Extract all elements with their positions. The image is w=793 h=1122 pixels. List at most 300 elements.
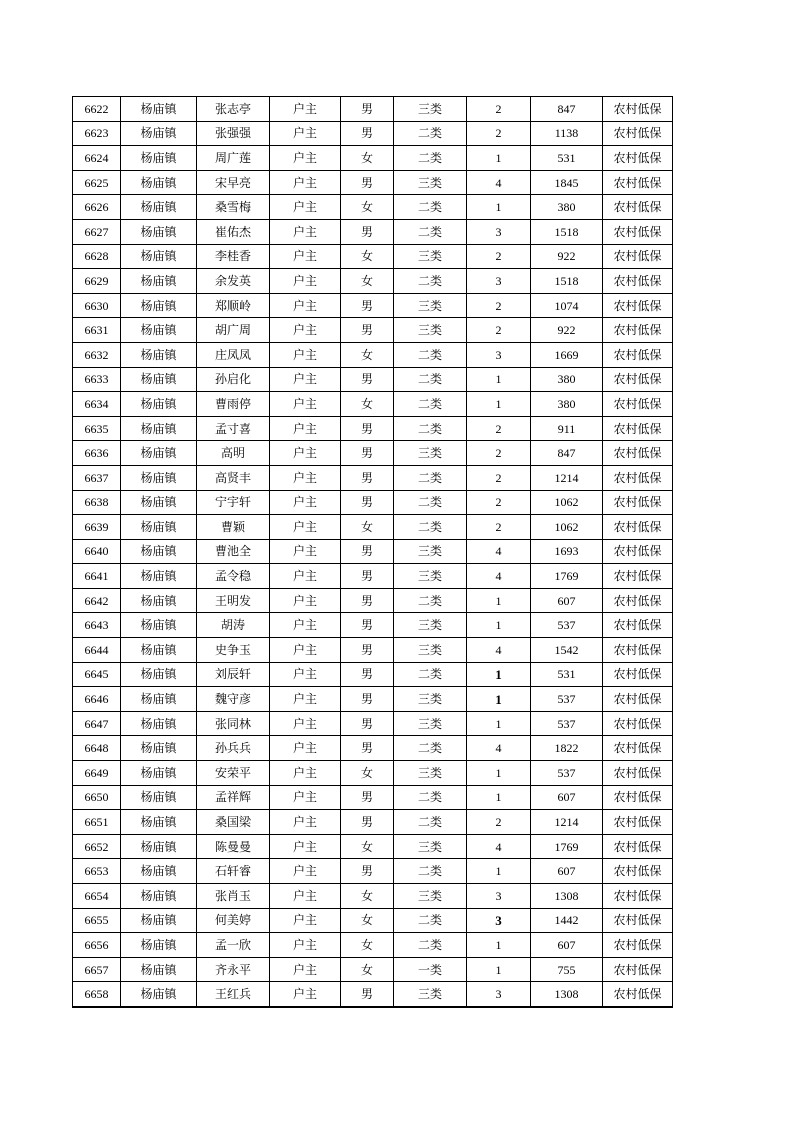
table-row bbox=[73, 982, 673, 1007]
aid-type-cell: 农村低保 bbox=[603, 908, 673, 933]
name-cell: 李桂香 bbox=[197, 244, 270, 269]
serial-no-cell: 6632 bbox=[73, 342, 121, 367]
gender-cell: 男 bbox=[341, 859, 394, 884]
name-cell: 曹雨停 bbox=[197, 392, 270, 417]
town-cell: 杨庙镇 bbox=[121, 416, 197, 441]
serial-no-cell: 6647 bbox=[73, 711, 121, 736]
name-cell: 张志亭 bbox=[197, 97, 270, 122]
aid-type-cell: 农村低保 bbox=[603, 367, 673, 392]
serial-no-cell: 6639 bbox=[73, 515, 121, 540]
table-row bbox=[73, 711, 673, 736]
town-cell: 杨庙镇 bbox=[121, 785, 197, 810]
table-row bbox=[73, 121, 673, 146]
relation-cell: 户主 bbox=[270, 810, 341, 835]
aid-type-cell: 农村低保 bbox=[603, 269, 673, 294]
category-cell: 二类 bbox=[394, 121, 467, 146]
table-body bbox=[73, 97, 673, 1007]
gender-cell: 男 bbox=[341, 539, 394, 564]
household-size-cell: 2 bbox=[467, 465, 531, 490]
serial-no-cell: 6622 bbox=[73, 97, 121, 122]
serial-no-cell: 6651 bbox=[73, 810, 121, 835]
name-cell: 何美婷 bbox=[197, 908, 270, 933]
amount-cell: 1518 bbox=[531, 269, 603, 294]
amount-cell: 1769 bbox=[531, 564, 603, 589]
town-cell: 杨庙镇 bbox=[121, 293, 197, 318]
category-cell: 二类 bbox=[394, 515, 467, 540]
category-cell: 二类 bbox=[394, 588, 467, 613]
table-row bbox=[73, 736, 673, 761]
serial-no-cell: 6628 bbox=[73, 244, 121, 269]
aid-type-cell: 农村低保 bbox=[603, 121, 673, 146]
aid-type-cell: 农村低保 bbox=[603, 539, 673, 564]
household-size-cell: 4 bbox=[467, 539, 531, 564]
table-row bbox=[73, 539, 673, 564]
relation-cell: 户主 bbox=[270, 859, 341, 884]
household-size-cell: 2 bbox=[467, 490, 531, 515]
aid-type-cell: 农村低保 bbox=[603, 195, 673, 220]
household-size-cell: 2 bbox=[467, 416, 531, 441]
category-cell: 二类 bbox=[394, 146, 467, 171]
table-row bbox=[73, 170, 673, 195]
table-row bbox=[73, 318, 673, 343]
serial-no-cell: 6630 bbox=[73, 293, 121, 318]
serial-no-cell: 6634 bbox=[73, 392, 121, 417]
serial-no-cell: 6633 bbox=[73, 367, 121, 392]
name-cell: 张同林 bbox=[197, 711, 270, 736]
name-cell: 石轩睿 bbox=[197, 859, 270, 884]
household-size-cell: 1 bbox=[467, 662, 531, 687]
table-row bbox=[73, 146, 673, 171]
category-cell: 二类 bbox=[394, 859, 467, 884]
serial-no-cell: 6650 bbox=[73, 785, 121, 810]
gender-cell: 男 bbox=[341, 588, 394, 613]
household-size-cell: 1 bbox=[467, 367, 531, 392]
gender-cell: 女 bbox=[341, 515, 394, 540]
town-cell: 杨庙镇 bbox=[121, 662, 197, 687]
table-row bbox=[73, 908, 673, 933]
amount-cell: 1518 bbox=[531, 219, 603, 244]
serial-no-cell: 6653 bbox=[73, 859, 121, 884]
town-cell: 杨庙镇 bbox=[121, 982, 197, 1007]
table-row bbox=[73, 392, 673, 417]
household-size-cell: 1 bbox=[467, 859, 531, 884]
household-size-cell: 1 bbox=[467, 195, 531, 220]
household-size-cell: 1 bbox=[467, 711, 531, 736]
serial-no-cell: 6649 bbox=[73, 761, 121, 786]
table-row bbox=[73, 662, 673, 687]
amount-cell: 755 bbox=[531, 957, 603, 982]
aid-type-cell: 农村低保 bbox=[603, 638, 673, 663]
name-cell: 孙兵兵 bbox=[197, 736, 270, 761]
town-cell: 杨庙镇 bbox=[121, 539, 197, 564]
amount-cell: 847 bbox=[531, 441, 603, 466]
table-row bbox=[73, 97, 673, 122]
category-cell: 三类 bbox=[394, 244, 467, 269]
amount-cell: 1845 bbox=[531, 170, 603, 195]
category-cell: 二类 bbox=[394, 392, 467, 417]
aid-type-cell: 农村低保 bbox=[603, 785, 673, 810]
serial-no-cell: 6624 bbox=[73, 146, 121, 171]
aid-type-cell: 农村低保 bbox=[603, 416, 673, 441]
category-cell: 二类 bbox=[394, 810, 467, 835]
relation-cell: 户主 bbox=[270, 933, 341, 958]
table-row bbox=[73, 293, 673, 318]
relation-cell: 户主 bbox=[270, 318, 341, 343]
serial-no-cell: 6658 bbox=[73, 982, 121, 1007]
amount-cell: 537 bbox=[531, 613, 603, 638]
table-row bbox=[73, 933, 673, 958]
name-cell: 周广莲 bbox=[197, 146, 270, 171]
amount-cell: 922 bbox=[531, 318, 603, 343]
relation-cell: 户主 bbox=[270, 97, 341, 122]
amount-cell: 911 bbox=[531, 416, 603, 441]
name-cell: 崔佑杰 bbox=[197, 219, 270, 244]
serial-no-cell: 6637 bbox=[73, 465, 121, 490]
amount-cell: 380 bbox=[531, 392, 603, 417]
aid-type-cell: 农村低保 bbox=[603, 146, 673, 171]
gender-cell: 女 bbox=[341, 342, 394, 367]
name-cell: 王红兵 bbox=[197, 982, 270, 1007]
name-cell: 安荣平 bbox=[197, 761, 270, 786]
relation-cell: 户主 bbox=[270, 121, 341, 146]
relation-cell: 户主 bbox=[270, 539, 341, 564]
amount-cell: 1308 bbox=[531, 884, 603, 909]
aid-type-cell: 农村低保 bbox=[603, 465, 673, 490]
gender-cell: 男 bbox=[341, 638, 394, 663]
gender-cell: 女 bbox=[341, 269, 394, 294]
amount-cell: 1062 bbox=[531, 515, 603, 540]
serial-no-cell: 6629 bbox=[73, 269, 121, 294]
category-cell: 二类 bbox=[394, 662, 467, 687]
gender-cell: 男 bbox=[341, 121, 394, 146]
town-cell: 杨庙镇 bbox=[121, 392, 197, 417]
town-cell: 杨庙镇 bbox=[121, 908, 197, 933]
name-cell: 魏守彦 bbox=[197, 687, 270, 712]
serial-no-cell: 6644 bbox=[73, 638, 121, 663]
name-cell: 陈曼曼 bbox=[197, 834, 270, 859]
table-row bbox=[73, 441, 673, 466]
name-cell: 宁宇轩 bbox=[197, 490, 270, 515]
amount-cell: 922 bbox=[531, 244, 603, 269]
gender-cell: 男 bbox=[341, 170, 394, 195]
name-cell: 桑国梁 bbox=[197, 810, 270, 835]
serial-no-cell: 6631 bbox=[73, 318, 121, 343]
household-size-cell: 1 bbox=[467, 392, 531, 417]
gender-cell: 男 bbox=[341, 736, 394, 761]
category-cell: 二类 bbox=[394, 367, 467, 392]
aid-type-cell: 农村低保 bbox=[603, 219, 673, 244]
serial-no-cell: 6642 bbox=[73, 588, 121, 613]
household-size-cell: 3 bbox=[467, 884, 531, 909]
relation-cell: 户主 bbox=[270, 146, 341, 171]
household-size-cell: 3 bbox=[467, 342, 531, 367]
serial-no-cell: 6635 bbox=[73, 416, 121, 441]
town-cell: 杨庙镇 bbox=[121, 219, 197, 244]
amount-cell: 531 bbox=[531, 662, 603, 687]
relation-cell: 户主 bbox=[270, 367, 341, 392]
gender-cell: 女 bbox=[341, 834, 394, 859]
amount-cell: 1542 bbox=[531, 638, 603, 663]
gender-cell: 男 bbox=[341, 490, 394, 515]
household-size-cell: 3 bbox=[467, 269, 531, 294]
amount-cell: 1138 bbox=[531, 121, 603, 146]
table-row bbox=[73, 687, 673, 712]
serial-no-cell: 6652 bbox=[73, 834, 121, 859]
relation-cell: 户主 bbox=[270, 957, 341, 982]
name-cell: 孟令稳 bbox=[197, 564, 270, 589]
serial-no-cell: 6625 bbox=[73, 170, 121, 195]
serial-no-cell: 6657 bbox=[73, 957, 121, 982]
relation-cell: 户主 bbox=[270, 982, 341, 1007]
name-cell: 齐永平 bbox=[197, 957, 270, 982]
aid-type-cell: 农村低保 bbox=[603, 342, 673, 367]
name-cell: 孟寸喜 bbox=[197, 416, 270, 441]
table-row bbox=[73, 219, 673, 244]
aid-type-cell: 农村低保 bbox=[603, 318, 673, 343]
gender-cell: 男 bbox=[341, 564, 394, 589]
household-size-cell: 1 bbox=[467, 957, 531, 982]
relation-cell: 户主 bbox=[270, 490, 341, 515]
gender-cell: 男 bbox=[341, 97, 394, 122]
gender-cell: 男 bbox=[341, 687, 394, 712]
household-size-cell: 2 bbox=[467, 318, 531, 343]
name-cell: 张强强 bbox=[197, 121, 270, 146]
relation-cell: 户主 bbox=[270, 465, 341, 490]
aid-type-cell: 农村低保 bbox=[603, 441, 673, 466]
gender-cell: 女 bbox=[341, 392, 394, 417]
gender-cell: 男 bbox=[341, 318, 394, 343]
table-row bbox=[73, 810, 673, 835]
town-cell: 杨庙镇 bbox=[121, 933, 197, 958]
name-cell: 曹颖 bbox=[197, 515, 270, 540]
household-size-cell: 1 bbox=[467, 146, 531, 171]
town-cell: 杨庙镇 bbox=[121, 121, 197, 146]
relation-cell: 户主 bbox=[270, 613, 341, 638]
amount-cell: 1769 bbox=[531, 834, 603, 859]
relation-cell: 户主 bbox=[270, 244, 341, 269]
gender-cell: 女 bbox=[341, 933, 394, 958]
table-row bbox=[73, 342, 673, 367]
name-cell: 孟祥辉 bbox=[197, 785, 270, 810]
table-row bbox=[73, 588, 673, 613]
category-cell: 三类 bbox=[394, 761, 467, 786]
table-row bbox=[73, 613, 673, 638]
aid-type-cell: 农村低保 bbox=[603, 834, 673, 859]
relation-cell: 户主 bbox=[270, 392, 341, 417]
category-cell: 三类 bbox=[394, 613, 467, 638]
serial-no-cell: 6623 bbox=[73, 121, 121, 146]
category-cell: 三类 bbox=[394, 564, 467, 589]
gender-cell: 女 bbox=[341, 244, 394, 269]
aid-type-cell: 农村低保 bbox=[603, 687, 673, 712]
table-row bbox=[73, 195, 673, 220]
town-cell: 杨庙镇 bbox=[121, 810, 197, 835]
household-size-cell: 1 bbox=[467, 785, 531, 810]
town-cell: 杨庙镇 bbox=[121, 564, 197, 589]
aid-type-cell: 农村低保 bbox=[603, 293, 673, 318]
table-row bbox=[73, 465, 673, 490]
serial-no-cell: 6627 bbox=[73, 219, 121, 244]
roster-sheet bbox=[72, 96, 673, 1008]
aid-type-cell: 农村低保 bbox=[603, 884, 673, 909]
relation-cell: 户主 bbox=[270, 416, 341, 441]
relation-cell: 户主 bbox=[270, 564, 341, 589]
name-cell: 王明发 bbox=[197, 588, 270, 613]
gender-cell: 男 bbox=[341, 711, 394, 736]
aid-type-cell: 农村低保 bbox=[603, 761, 673, 786]
gender-cell: 女 bbox=[341, 957, 394, 982]
relation-cell: 户主 bbox=[270, 441, 341, 466]
category-cell: 二类 bbox=[394, 195, 467, 220]
data-table bbox=[72, 96, 673, 1008]
category-cell: 三类 bbox=[394, 539, 467, 564]
town-cell: 杨庙镇 bbox=[121, 834, 197, 859]
household-size-cell: 4 bbox=[467, 834, 531, 859]
household-size-cell: 1 bbox=[467, 588, 531, 613]
town-cell: 杨庙镇 bbox=[121, 613, 197, 638]
aid-type-cell: 农村低保 bbox=[603, 957, 673, 982]
gender-cell: 男 bbox=[341, 613, 394, 638]
gender-cell: 男 bbox=[341, 219, 394, 244]
amount-cell: 380 bbox=[531, 367, 603, 392]
relation-cell: 户主 bbox=[270, 785, 341, 810]
category-cell: 二类 bbox=[394, 736, 467, 761]
aid-type-cell: 农村低保 bbox=[603, 392, 673, 417]
category-cell: 一类 bbox=[394, 957, 467, 982]
relation-cell: 户主 bbox=[270, 588, 341, 613]
household-size-cell: 2 bbox=[467, 810, 531, 835]
amount-cell: 1308 bbox=[531, 982, 603, 1007]
category-cell: 三类 bbox=[394, 687, 467, 712]
name-cell: 刘辰轩 bbox=[197, 662, 270, 687]
gender-cell: 女 bbox=[341, 761, 394, 786]
category-cell: 三类 bbox=[394, 982, 467, 1007]
household-size-cell: 4 bbox=[467, 736, 531, 761]
relation-cell: 户主 bbox=[270, 711, 341, 736]
table-row bbox=[73, 490, 673, 515]
category-cell: 二类 bbox=[394, 785, 467, 810]
serial-no-cell: 6641 bbox=[73, 564, 121, 589]
table-row bbox=[73, 564, 673, 589]
town-cell: 杨庙镇 bbox=[121, 367, 197, 392]
household-size-cell: 3 bbox=[467, 219, 531, 244]
household-size-cell: 1 bbox=[467, 761, 531, 786]
household-size-cell: 3 bbox=[467, 908, 531, 933]
table-row bbox=[73, 416, 673, 441]
category-cell: 二类 bbox=[394, 416, 467, 441]
relation-cell: 户主 bbox=[270, 834, 341, 859]
relation-cell: 户主 bbox=[270, 342, 341, 367]
amount-cell: 1074 bbox=[531, 293, 603, 318]
name-cell: 余发英 bbox=[197, 269, 270, 294]
aid-type-cell: 农村低保 bbox=[603, 711, 673, 736]
aid-type-cell: 农村低保 bbox=[603, 736, 673, 761]
gender-cell: 女 bbox=[341, 146, 394, 171]
household-size-cell: 2 bbox=[467, 441, 531, 466]
town-cell: 杨庙镇 bbox=[121, 146, 197, 171]
town-cell: 杨庙镇 bbox=[121, 465, 197, 490]
category-cell: 二类 bbox=[394, 269, 467, 294]
gender-cell: 男 bbox=[341, 662, 394, 687]
category-cell: 三类 bbox=[394, 441, 467, 466]
aid-type-cell: 农村低保 bbox=[603, 662, 673, 687]
amount-cell: 1062 bbox=[531, 490, 603, 515]
serial-no-cell: 6655 bbox=[73, 908, 121, 933]
relation-cell: 户主 bbox=[270, 293, 341, 318]
town-cell: 杨庙镇 bbox=[121, 195, 197, 220]
household-size-cell: 2 bbox=[467, 121, 531, 146]
household-size-cell: 2 bbox=[467, 244, 531, 269]
category-cell: 二类 bbox=[394, 490, 467, 515]
serial-no-cell: 6648 bbox=[73, 736, 121, 761]
serial-no-cell: 6656 bbox=[73, 933, 121, 958]
town-cell: 杨庙镇 bbox=[121, 687, 197, 712]
relation-cell: 户主 bbox=[270, 761, 341, 786]
table-row bbox=[73, 884, 673, 909]
household-size-cell: 2 bbox=[467, 515, 531, 540]
amount-cell: 1822 bbox=[531, 736, 603, 761]
gender-cell: 男 bbox=[341, 465, 394, 490]
town-cell: 杨庙镇 bbox=[121, 97, 197, 122]
name-cell: 史争玉 bbox=[197, 638, 270, 663]
amount-cell: 607 bbox=[531, 933, 603, 958]
aid-type-cell: 农村低保 bbox=[603, 515, 673, 540]
category-cell: 二类 bbox=[394, 465, 467, 490]
amount-cell: 537 bbox=[531, 711, 603, 736]
aid-type-cell: 农村低保 bbox=[603, 859, 673, 884]
table-row bbox=[73, 367, 673, 392]
town-cell: 杨庙镇 bbox=[121, 884, 197, 909]
relation-cell: 户主 bbox=[270, 662, 341, 687]
aid-type-cell: 农村低保 bbox=[603, 613, 673, 638]
gender-cell: 男 bbox=[341, 785, 394, 810]
amount-cell: 1693 bbox=[531, 539, 603, 564]
table-row bbox=[73, 638, 673, 663]
table-row bbox=[73, 269, 673, 294]
town-cell: 杨庙镇 bbox=[121, 761, 197, 786]
town-cell: 杨庙镇 bbox=[121, 244, 197, 269]
serial-no-cell: 6645 bbox=[73, 662, 121, 687]
name-cell: 胡广周 bbox=[197, 318, 270, 343]
household-size-cell: 1 bbox=[467, 687, 531, 712]
relation-cell: 户主 bbox=[270, 515, 341, 540]
table-row bbox=[73, 244, 673, 269]
town-cell: 杨庙镇 bbox=[121, 515, 197, 540]
relation-cell: 户主 bbox=[270, 638, 341, 663]
town-cell: 杨庙镇 bbox=[121, 859, 197, 884]
amount-cell: 607 bbox=[531, 785, 603, 810]
name-cell: 曹池全 bbox=[197, 539, 270, 564]
aid-type-cell: 农村低保 bbox=[603, 490, 673, 515]
household-size-cell: 1 bbox=[467, 613, 531, 638]
category-cell: 二类 bbox=[394, 908, 467, 933]
amount-cell: 537 bbox=[531, 761, 603, 786]
serial-no-cell: 6643 bbox=[73, 613, 121, 638]
gender-cell: 女 bbox=[341, 195, 394, 220]
name-cell: 郑顺岭 bbox=[197, 293, 270, 318]
town-cell: 杨庙镇 bbox=[121, 711, 197, 736]
name-cell: 桑雪梅 bbox=[197, 195, 270, 220]
name-cell: 高明 bbox=[197, 441, 270, 466]
gender-cell: 男 bbox=[341, 293, 394, 318]
category-cell: 三类 bbox=[394, 884, 467, 909]
name-cell: 高贤丰 bbox=[197, 465, 270, 490]
town-cell: 杨庙镇 bbox=[121, 588, 197, 613]
name-cell: 庄凤凤 bbox=[197, 342, 270, 367]
relation-cell: 户主 bbox=[270, 908, 341, 933]
amount-cell: 607 bbox=[531, 588, 603, 613]
category-cell: 二类 bbox=[394, 933, 467, 958]
